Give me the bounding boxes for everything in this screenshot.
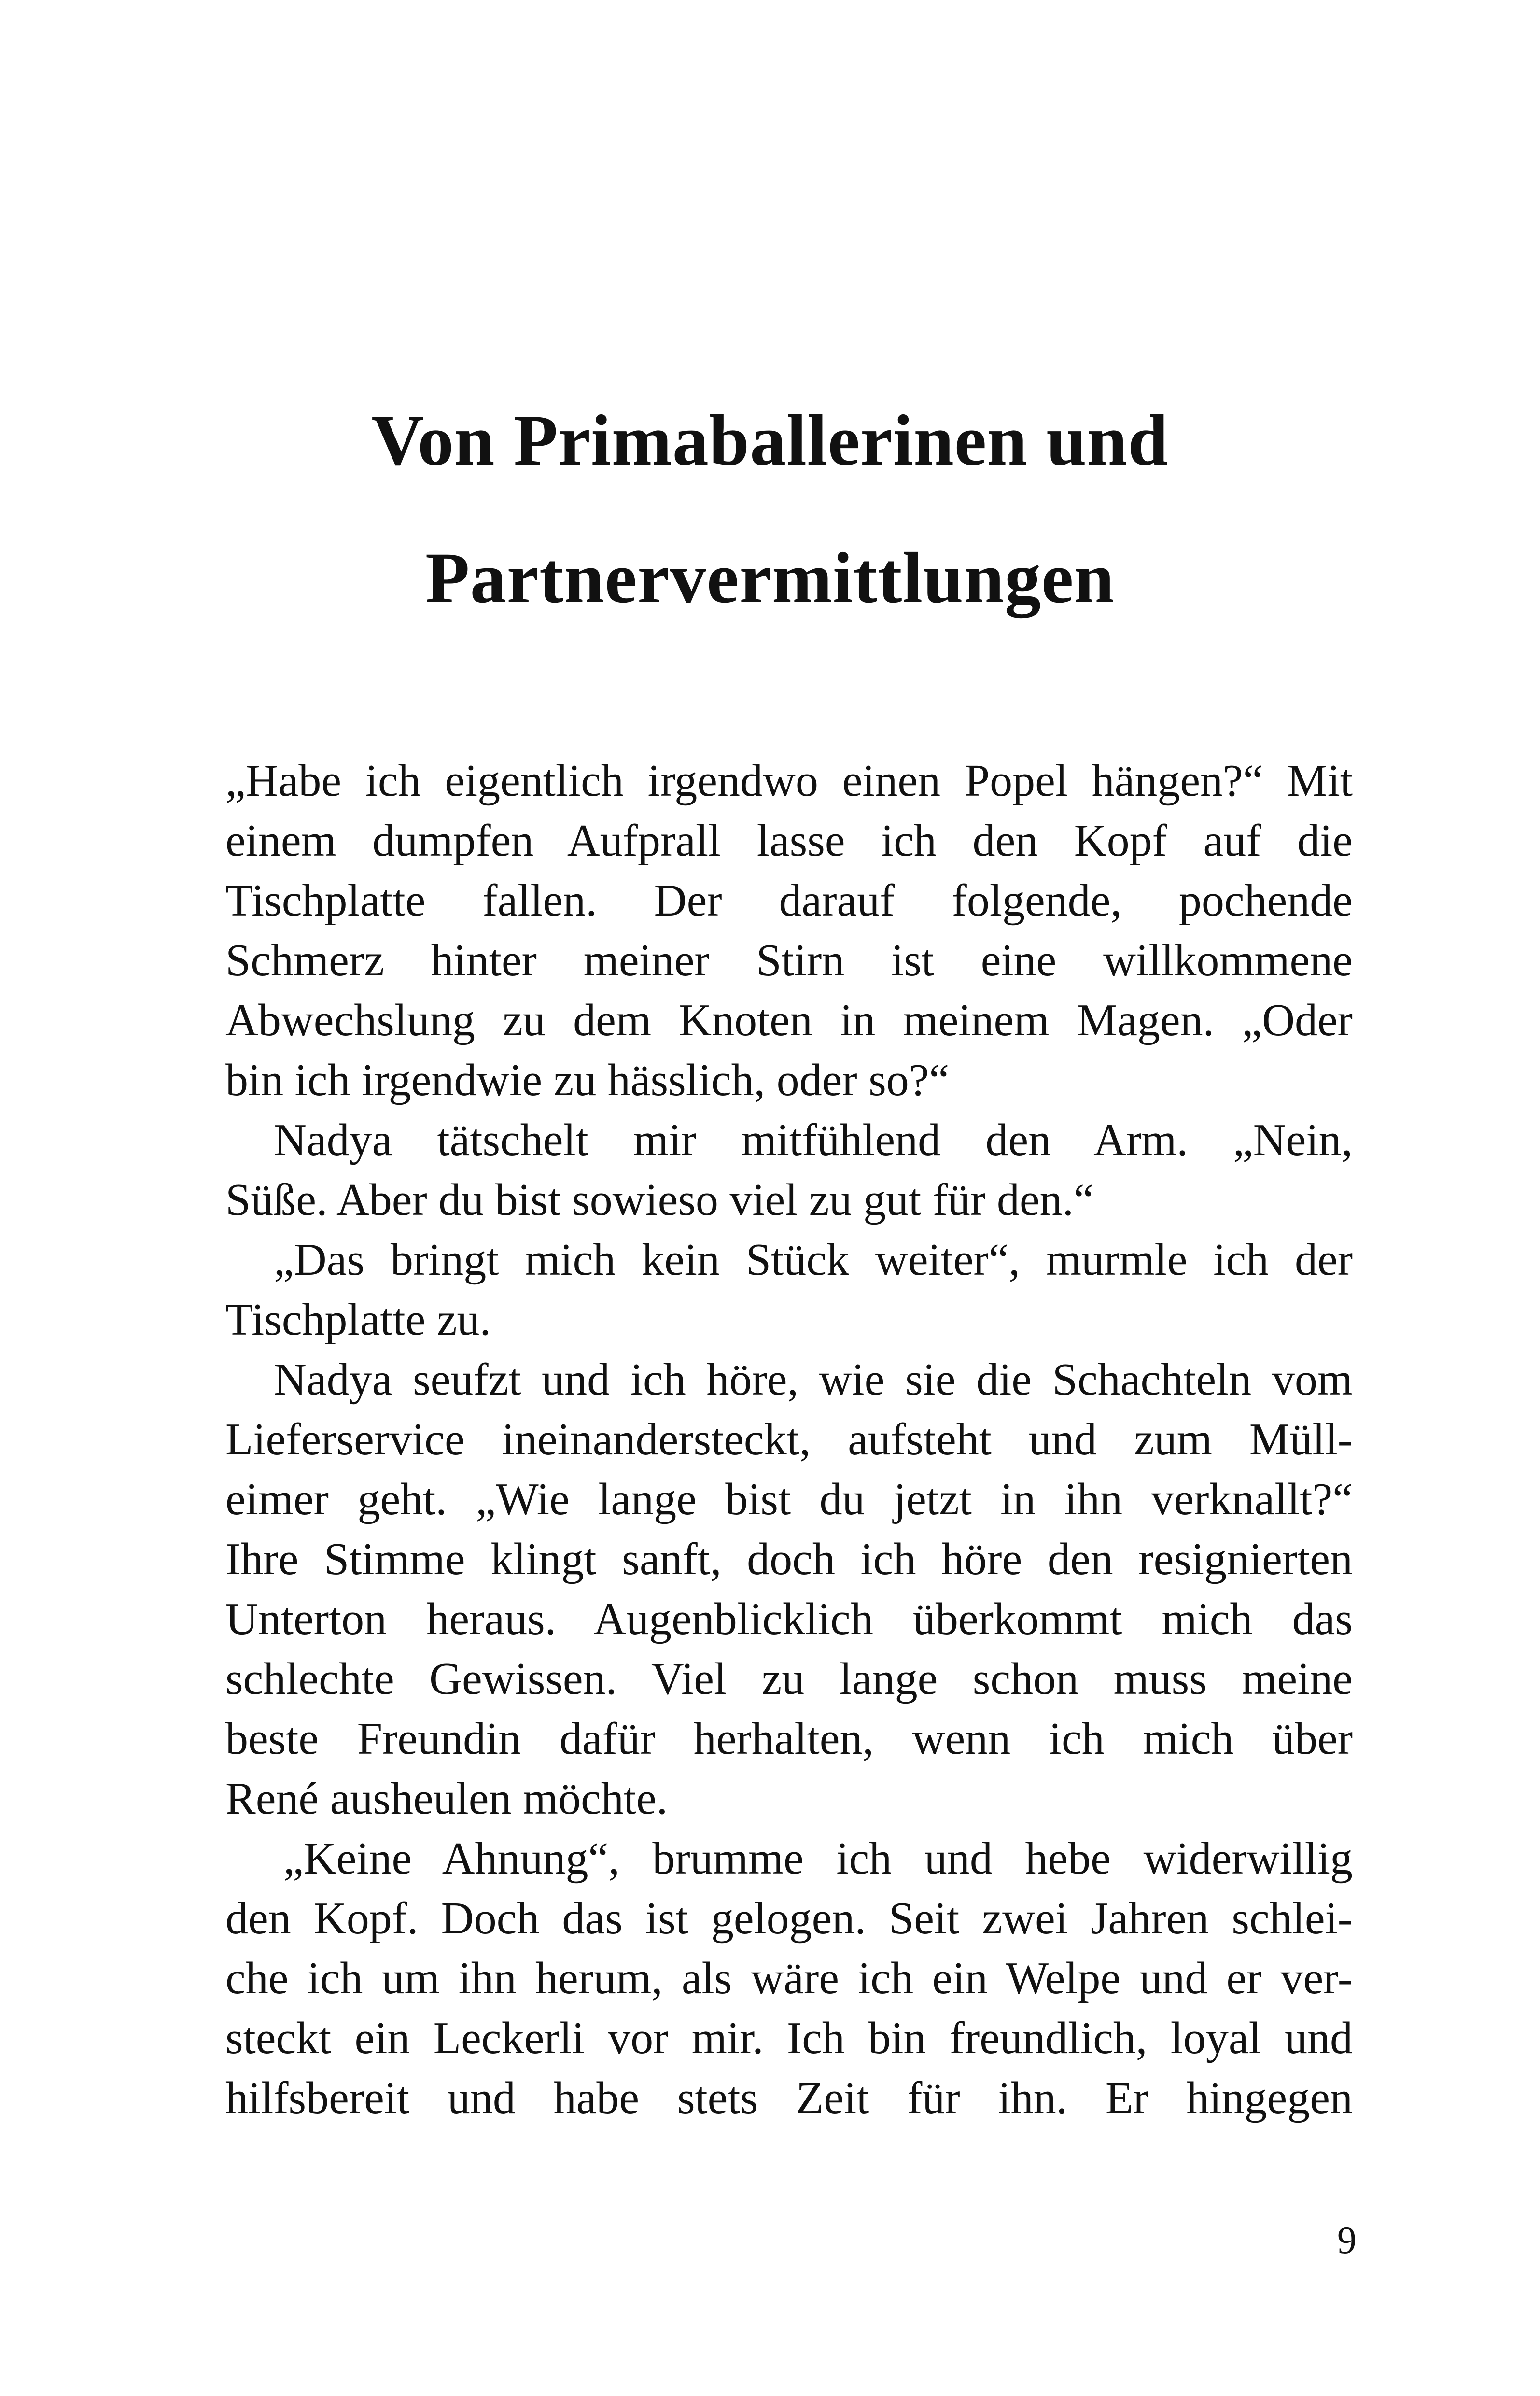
page-number: 9 (1337, 2219, 1357, 2262)
text-line: hilfsbereit und habe stets Zeit für ihn. Er hingegen (225, 2073, 1353, 2123)
text-line: Unterton heraus. Augenblicklich überkommt mich das (225, 1594, 1353, 1644)
text-line: Ihre Stimme klingt sanft, doch ich höre den resignierten (225, 1534, 1353, 1584)
text-line: Abwechslung zu dem Knoten in meinem Magen. „Oder (225, 995, 1353, 1045)
text-line: Lieferservice ineinandersteckt, aufsteht und zum Müll- (225, 1414, 1353, 1465)
text-line: steckt ein Leckerli vor mir. Ich bin freundlich, loyal und (225, 2013, 1353, 2063)
text-line: eimer geht. „Wie lange bist du jetzt in ihn verknallt?“ (225, 1474, 1353, 1524)
text-line: Tischplatte zu. (225, 1295, 491, 1345)
text-line: Schmerz hinter meiner Stirn ist eine willkommene (225, 935, 1353, 986)
text-line: Tischplatte fallen. Der darauf folgende, pochende (225, 875, 1353, 926)
text-line: Nadya tätschelt mir mitfühlend den Arm. „Nein, (274, 1115, 1353, 1165)
text-line: „Das bringt mich kein Stück weiter“, murmle ich der (274, 1235, 1353, 1285)
text-line: „Keine Ahnung“, brumme ich und hebe widerwillig (283, 1833, 1353, 1884)
text-line: schlechte Gewissen. Viel zu lange schon muss meine (225, 1654, 1353, 1704)
text-line: René ausheulen möchte. (225, 1774, 668, 1824)
text-line: Süße. Aber du bist sowieso viel zu gut für den.“ (225, 1175, 1094, 1225)
text-line: che ich um ihn herum, als wäre ich ein Welpe und er ver- (225, 1953, 1353, 2003)
chapter-body-text (225, 751, 1353, 2128)
text-line: einem dumpfen Aufprall lasse ich den Kopf auf die (225, 816, 1353, 866)
text-line: „Habe ich eigentlich irgendwo einen Popel hängen?“ Mit (225, 756, 1353, 806)
chapter-title-line-1: Von Primaballerinen und (371, 400, 1169, 480)
text-line: den Kopf. Doch das ist gelogen. Seit zwei Jahren schlei- (225, 1893, 1353, 1944)
text-line: bin ich irgendwie zu hässlich, oder so?“ (225, 1055, 950, 1105)
chapter-title-line-2: Partnervermittlungen (425, 538, 1115, 618)
text-line: Nadya seufzt und ich höre, wie sie die Schachteln vom (274, 1354, 1353, 1405)
text-line: beste Freundin dafür herhalten, wenn ich mich über (225, 1714, 1353, 1764)
chapter-title (0, 372, 1540, 647)
